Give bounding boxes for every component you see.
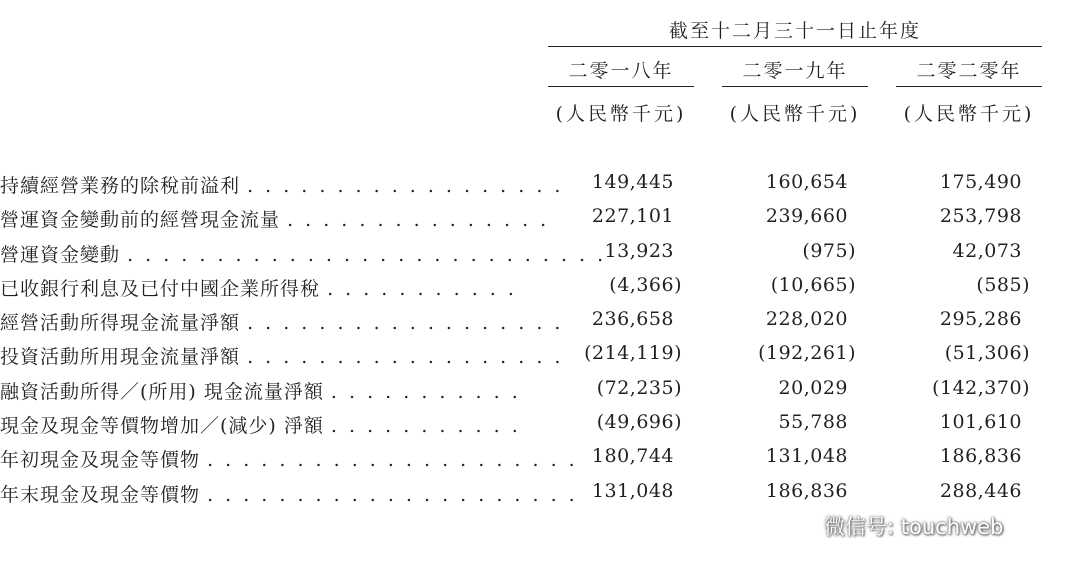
value-cell: 175,490 <box>939 171 1022 193</box>
value-cell: 253,798 <box>939 205 1022 228</box>
year-label: 二零一八年 <box>548 56 694 87</box>
value-cell: 42,073 <box>952 239 1022 262</box>
dot-leader: . . . . . . . . . . . <box>330 380 521 403</box>
value-cell: (51,306) <box>944 342 1030 365</box>
dot-leader: . . . . . . . . . . . . . . . . . . <box>247 175 564 197</box>
dot-leader: . . . . . . . . . . . . . . . . . . <box>247 312 564 335</box>
dot-leader: . . . . . . . . . . . . . . . . . . <box>247 346 564 369</box>
value-cell: 180,744 <box>591 445 674 468</box>
dot-leader: . . . . . . . . . . . . . . . <box>287 209 550 232</box>
value-cell: (214,119) <box>584 342 682 365</box>
row-label <box>0 377 521 404</box>
value-cell: 131,048 <box>765 445 848 468</box>
year-column-2020 <box>896 56 1042 128</box>
value-cell: 101,610 <box>939 411 1022 434</box>
row-label <box>0 171 563 198</box>
row-label-text: 投資活動所用現金流量淨額 <box>0 346 241 369</box>
value-cell: 236,658 <box>591 308 674 331</box>
dot-leader: . . . . . . . . . . . <box>327 277 517 300</box>
value-cell: 20,029 <box>778 376 848 399</box>
value-cell: 186,836 <box>939 445 1022 468</box>
row-label <box>0 205 549 232</box>
row-label-text: 經營活動所得現金流量淨額 <box>0 312 241 335</box>
value-cell: (142,370) <box>932 376 1030 399</box>
table-row <box>0 270 1060 304</box>
value-cell: 13,923 <box>604 239 674 262</box>
table-row <box>0 338 1060 372</box>
year-column-2019 <box>722 56 868 128</box>
row-label-text: 年末現金及現金等價物 <box>0 483 201 506</box>
unit-label: (人民幣千元) <box>729 103 861 125</box>
wechat-icon <box>780 511 816 541</box>
value-cell: 228,020 <box>765 308 848 331</box>
table-row <box>0 236 1060 270</box>
unit-label: (人民幣千元) <box>903 103 1035 125</box>
table-row <box>0 373 1060 407</box>
row-label-text: 持續經營業務的除稅前溢利 <box>0 175 241 197</box>
cash-flow-table <box>0 167 1060 510</box>
watermark-text: 微信号: touchweb <box>824 515 1004 539</box>
table-row <box>0 167 1060 201</box>
dot-leader: . . . . . . . . . . . . . . . . . . . . . <box>207 483 578 506</box>
row-label <box>0 480 578 507</box>
row-label <box>0 411 521 438</box>
row-label-text: 融資活動所得／(所用) 現金流量淨額 <box>0 380 324 403</box>
unit-label: (人民幣千元) <box>555 103 687 125</box>
dot-leader: . . . . . . . . . . . <box>330 415 521 438</box>
table-row <box>0 476 1060 510</box>
row-label <box>0 342 563 369</box>
row-label-text: 營運資金變動前的經營現金流量 <box>0 209 281 232</box>
row-label <box>0 445 578 472</box>
value-cell: 186,836 <box>765 479 848 502</box>
year-label: 二零二零年 <box>896 56 1042 87</box>
row-label <box>0 308 563 335</box>
value-cell: 55,788 <box>778 411 848 434</box>
value-cell: 227,101 <box>591 205 674 228</box>
value-cell: 288,446 <box>939 479 1022 502</box>
table-row <box>0 304 1060 338</box>
year-label: 二零一九年 <box>722 56 868 87</box>
row-label-text: 現金及現金等價物增加／(減少) 淨額 <box>0 415 324 438</box>
table-row <box>0 201 1060 235</box>
value-cell: (975) <box>802 239 856 262</box>
row-label <box>0 240 606 267</box>
value-cell: 149,445 <box>591 171 674 193</box>
value-cell: (192,261) <box>758 342 856 365</box>
value-cell: 295,286 <box>939 308 1022 331</box>
watermark <box>780 508 1003 544</box>
row-label <box>0 274 517 301</box>
table-row <box>0 441 1060 475</box>
value-cell: 160,654 <box>765 171 848 193</box>
value-cell: (10,665) <box>770 273 856 296</box>
table-row <box>0 407 1060 441</box>
row-label-text: 營運資金變動 <box>0 243 121 266</box>
value-cell: (585) <box>976 273 1030 296</box>
value-cell: (49,696) <box>596 411 682 434</box>
value-cell: (4,366) <box>609 273 682 296</box>
row-label-text: 已收銀行利息及已付中國企業所得稅 <box>0 277 321 300</box>
value-cell: 239,660 <box>765 205 848 228</box>
value-cell: (72,235) <box>596 376 682 399</box>
row-label-text: 年初現金及現金等價物 <box>0 449 201 472</box>
dot-leader: . . . . . . . . . . . . . . . . . . . . . <box>207 449 578 472</box>
period-header: 截至十二月三十一日止年度 <box>548 16 1042 47</box>
year-column-2018 <box>548 56 694 128</box>
dot-leader: . . . . . . . . . . . . . . . . . . . . . . . . . . . <box>127 243 607 266</box>
value-cell: 131,048 <box>591 479 674 502</box>
